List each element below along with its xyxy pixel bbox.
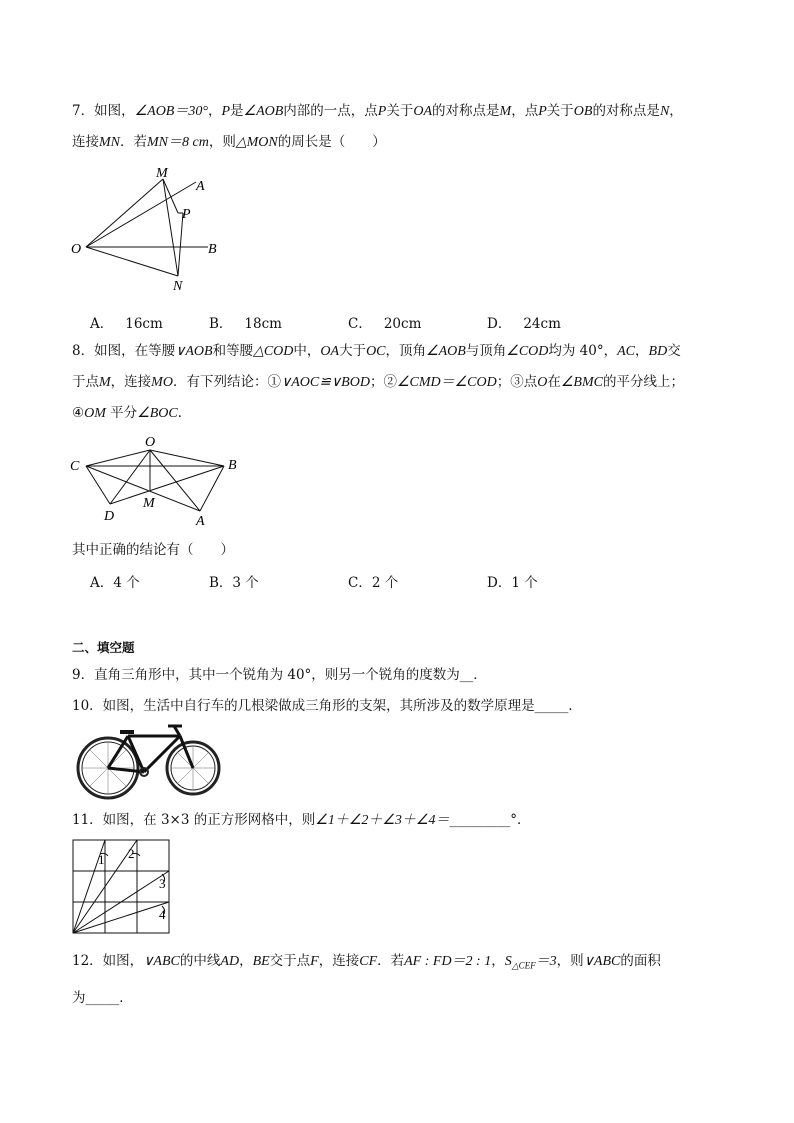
option-value: 1 个 — [511, 575, 538, 591]
q12-segment-be: BE — [252, 954, 270, 969]
q12-text: ，则 — [556, 953, 584, 969]
option-letter: C． — [348, 316, 372, 332]
q12-text: 交于点 — [269, 953, 311, 969]
q12-text: ，连接 — [318, 953, 360, 969]
q8-text: ． — [177, 405, 192, 421]
q8-label-m: M — [143, 496, 155, 511]
q11-answer-blank[interactable]: _________ — [449, 812, 511, 828]
q7-option-c[interactable] — [348, 312, 421, 332]
q8-text: ④ — [72, 405, 85, 421]
q8-line3 — [72, 403, 191, 424]
bicycle-figure — [70, 722, 222, 800]
q8-point-m: M — [99, 375, 111, 390]
option-value: 16cm — [125, 316, 163, 332]
q7-point-n: N — [659, 104, 670, 119]
q7-line1 — [72, 101, 683, 122]
q12-area-symbol: S — [504, 954, 512, 969]
q7-label-m: M — [156, 166, 168, 181]
q8-label-b: B — [228, 458, 237, 473]
q12-text: 的中线 — [179, 953, 221, 969]
q8-option-c[interactable] — [348, 571, 398, 591]
q8-text: 中， — [293, 343, 321, 359]
q7-ray-ob: OB — [573, 104, 593, 119]
option-value: 4 个 — [113, 575, 140, 591]
q7-text: 连接 — [72, 134, 99, 150]
q8-line1 — [72, 341, 681, 362]
q7-label-b: B — [208, 242, 217, 257]
q8-text: 平分 — [105, 405, 138, 421]
q8-text: 交 — [667, 343, 681, 359]
q8-figure — [66, 432, 250, 528]
q12-segment-ad: AD — [220, 954, 240, 969]
q7-angle-aob: ∠AOB — [243, 104, 284, 119]
option-value: 2 个 — [371, 575, 399, 591]
option-letter: D． — [487, 575, 512, 591]
q7-mn-length: MN＝8 cm — [147, 135, 209, 150]
q7-point-p: P — [377, 104, 387, 119]
q8-text: 与顶角 — [465, 343, 507, 359]
q12-triangle-abc: ∨ABC — [583, 954, 621, 969]
q7-label-p: P — [182, 207, 191, 222]
option-value: 18cm — [244, 316, 282, 332]
q7-text: 的对称点是 — [592, 103, 660, 119]
q12-triangle-abc: ∨ABC — [143, 954, 180, 969]
q8-text: 和等腰 — [212, 343, 254, 359]
q7-point-p: P — [538, 104, 547, 119]
q8-text: 大于 — [339, 343, 367, 359]
q8-text: ，顶角 — [385, 343, 427, 359]
option-letter: B． — [209, 316, 233, 332]
q8-text: 在 — [547, 374, 561, 390]
q8-text: ， — [635, 343, 649, 359]
q7-segment-mn: MN — [99, 135, 120, 150]
q11-label-4: 4 — [159, 907, 166, 922]
q7-angle-aob: ∠AOB＝30° — [134, 104, 208, 119]
q8-label-c: C — [70, 459, 80, 474]
q12-line2: 为_____． — [72, 990, 133, 1006]
q7-text: ， — [669, 103, 683, 119]
q12-line1 — [72, 951, 661, 976]
q8-conclusion-2: ∠CMD＝∠COD — [396, 375, 497, 390]
q8-text: ；② — [369, 374, 397, 390]
q12-text: 的面积 — [620, 953, 661, 969]
q8-line2 — [72, 372, 684, 393]
q12-text: ， — [491, 953, 505, 969]
q7-text: 关于 — [546, 103, 574, 119]
q7-text: ．若 — [120, 134, 147, 150]
q8-segment-ac: AC — [617, 344, 636, 359]
q8-segment-oa: OA — [320, 344, 340, 359]
option-letter: B． — [209, 575, 233, 591]
q8-triangle-cod: △COD — [253, 344, 294, 359]
q7-point-m: M — [499, 104, 512, 119]
q8-angle-cod: ∠COD — [506, 344, 549, 359]
q9-text: 9．直角三角形中，其中一个锐角为 40°，则另一个锐角的度数为__． — [72, 667, 487, 683]
q10-text: 10．如图，生活中自行车的几根梁做成三角形的支架，其所涉及的数学原理是_____． — [72, 698, 582, 714]
q8-option-d[interactable] — [487, 571, 538, 591]
q11-label-3: 3 — [159, 876, 166, 891]
q7-text: 的对称点是 — [432, 103, 500, 119]
q7-text: 关于 — [386, 103, 414, 119]
q8-option-a[interactable] — [90, 571, 140, 591]
q8-segment-oc: OC — [366, 344, 386, 359]
q8-segment-bd: BD — [648, 344, 668, 359]
q7-text: 7．如图， — [72, 103, 135, 119]
q7-text: 是 — [230, 103, 244, 119]
q8-point-o: O — [537, 375, 548, 390]
q12-text: 12．如图， — [72, 953, 144, 969]
q8-text: ；③点 — [496, 374, 538, 390]
q7-label-a: A — [196, 179, 205, 194]
q11-expression: ∠1＋∠2＋∠3＋∠4＝ — [315, 813, 450, 828]
option-letter: D． — [487, 316, 512, 332]
q8-text: 均为 40°， — [548, 343, 618, 359]
q7-label-o: O — [71, 242, 82, 257]
q8-text: 的平分线上； — [602, 374, 684, 390]
q8-conclusion-1: ∨AOC≌∨BOD — [280, 375, 370, 390]
q8-segment-mo: MO — [151, 375, 173, 390]
q12-segment-cf: CF — [359, 954, 378, 969]
q12-area-value: ＝3 — [535, 954, 557, 969]
q8-text: ．有下列结论：① — [172, 374, 281, 390]
option-letter: A． — [90, 316, 114, 332]
q8-label-a: A — [196, 514, 205, 528]
q12-text: ．若 — [377, 953, 405, 969]
q8-angle-boc: ∠BOC — [137, 406, 178, 421]
q7-text: 内部的一点，点 — [283, 103, 378, 119]
q8-angle-aob: ∠AOB — [426, 344, 466, 359]
q8-text: ，连接 — [110, 374, 152, 390]
q8-label-d: D — [104, 509, 115, 524]
option-value: 3 个 — [232, 575, 259, 591]
q7-option-a[interactable] — [90, 312, 163, 332]
q11-text: °． — [510, 812, 531, 828]
option-value: 24cm — [523, 316, 561, 332]
q8-angle-bmc: ∠BMC — [560, 375, 603, 390]
q7-text: 的周长是（ ） — [277, 134, 386, 150]
q11-line — [72, 810, 530, 831]
q7-ray-oa: OA — [413, 104, 433, 119]
q7-option-d[interactable] — [487, 312, 561, 332]
q12-area-subscript: △CEF — [511, 960, 536, 971]
q7-figure — [66, 165, 226, 295]
option-letter: C． — [348, 575, 372, 591]
q7-text: ，则 — [208, 134, 236, 150]
q11-grid-figure — [72, 838, 172, 938]
q8-triangle-aob: ∨AOB — [175, 344, 213, 359]
q8-segment-om: OM — [84, 406, 106, 421]
section-title-fill-blank: 二、填空题 — [72, 640, 135, 655]
q7-text: ，点 — [511, 103, 539, 119]
q11-label-2: 2 — [128, 846, 135, 861]
q11-label-1: 1 — [98, 852, 105, 867]
q7-triangle-mon: △MON — [235, 135, 278, 150]
q8-text: 于点 — [72, 374, 99, 390]
q7-option-b[interactable] — [209, 312, 282, 332]
q8-option-b[interactable] — [209, 571, 259, 591]
q12-ratio: AF : FD＝2 : 1 — [404, 954, 492, 969]
q8-question: 其中正确的结论有（ ） — [72, 542, 234, 558]
q8-label-o: O — [145, 435, 156, 450]
q12-text: ， — [239, 953, 253, 969]
q7-point-p: P — [221, 104, 231, 119]
q12-point-f: F — [310, 954, 319, 969]
q8-text: 8．如图，在等腰 — [72, 343, 176, 359]
q7-label-n: N — [173, 279, 183, 294]
option-value: 20cm — [383, 316, 422, 332]
q7-line2 — [72, 132, 386, 153]
q7-text: ， — [207, 103, 222, 119]
option-letter: A． — [90, 575, 114, 591]
q11-text: 11．如图，在 3×3 的正方形网格中，则 — [72, 812, 316, 828]
